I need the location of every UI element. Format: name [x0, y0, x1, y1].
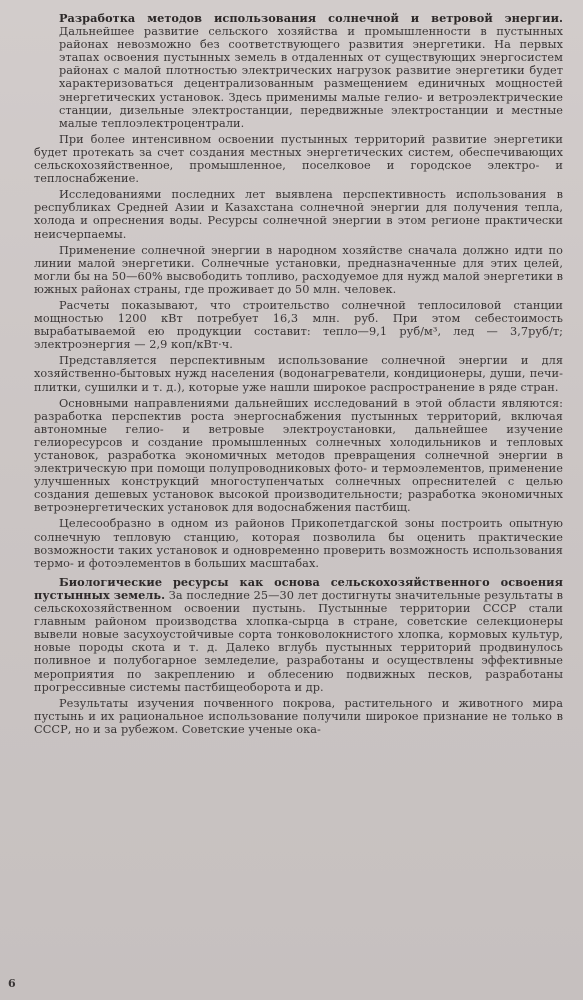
paragraph-1 — [34, 12, 563, 130]
paragraph-7 — [34, 397, 563, 515]
paragraph-9 — [34, 576, 563, 694]
paragraph-text: Исследованиями последних лет выявлена перспективность использования в республиках Средней Азии и Казахстана солнечной энергии для получения тепла, холода и опреснения воды. Ресурсы солнечной энергии в этом регионе практически неисчерпаемы. — [34, 188, 563, 241]
paragraph-text: Результаты изучения почвенного покрова, растительного и животного мира пустынь и их рациональное использование получили широкое признание не только в СССР, но и за рубежом. Советские ученые ока- — [34, 696, 563, 736]
paragraph-5 — [34, 299, 563, 351]
section-heading-biological-resources: Биологические ресурсы как основа сельскохозяйственного освоения пустынных земель. — [34, 574, 563, 602]
paragraph-text: Применение солнечной энергии в народном хозяйстве сначала должно идти по линии малой энергетики. Солнечные установки, предназначенные для этих целей, могли бы на 50—60% высвободить топливо, расходуемое для нужд малой энергетики в южных районах страны, где проживает до 50 млн. человек. — [34, 243, 563, 296]
paragraph-3 — [34, 188, 563, 240]
paragraph-2 — [34, 133, 563, 185]
section-heading-solar-wind: Разработка методов использования солнечной и ветровой энергии. — [59, 11, 563, 25]
paragraph-10 — [34, 697, 563, 736]
paragraph-4 — [34, 244, 563, 296]
paragraph-8 — [34, 517, 563, 569]
page-number: 6 — [8, 976, 16, 990]
paragraph-text: Основными направлениями дальнейших исследований в этой области являются: разработка перспектив роста энергоснабжения пустынных территорий, включая автономные гелио- и ветровые электроустановки, дальнейшее изучение гелиоресурсов и создание промышленных солнечных холодильников и тепловых установок, разработка экономичных методов превращения солнечной энергии в электрическую при помощи полупроводниковых фото- и термоэлементов, применение улучшенных конструкций многоступенчатых солнечных опреснителей с целью создания дешевых установок высокой производительности; разработка экономичных ветроэнергетических установок для водоснабжения пастбищ. — [34, 396, 563, 515]
paragraph-text: Представляется перспективным использование солнечной энергии и для хозяйственно-бытовых нужд населения (водонагреватели, кондиционеры, души, печи-плитки, сушилки и т. д.), которые уже нашли широкое распространение в ряде стран. — [34, 354, 563, 394]
paragraph-text: Расчеты показывают, что строительство солнечной теплосиловой станции мощностью 1200 кВт потребует 16,3 млн. руб. При этом себестоимость вырабатываемой ею продукции составит: тепло—9,1 руб/м³, лед — 3,7руб/т; электроэнергия — 2,9 коп/кВт·ч. — [34, 298, 563, 352]
paragraph-6 — [34, 354, 563, 393]
paragraph-text: Дальнейшее развитие сельского хозяйства и промышленности в пустынных районах невозможно без соответствующего развития энергетики. На первых этапах освоения пустынных земель в отдаленных от существующих энергосистем районах с малой плотностью электрических нагрузок развитие энергетики будет характеризоваться децентрализованным размещением единичных мощностей энергетических установок. Здесь применимы малые гелио- и ветроэлектрические станции, дизельные электростанции, передвижные электростанции и местные малые теплоэлектроцентрали. — [59, 25, 563, 130]
paragraph-text: При более интенсивном освоении пустынных территорий развитие энергетики будет протекать за счет создания местных энергетических систем, обеспечивающих сельскохозяйственное, промышленное, поселковое и городское электро- и теплоснабжение. — [34, 132, 563, 186]
paragraph-text: За последние 25—30 лет достигнуты значительные результаты в сельскохозяйственном освоении пустынь. Пустынные территории СССР стали главным районом производства хлопка-сырца в стране, советские селекционеры вывели новые засухоустойчивые сорта тонковолокнистого хлопка, кормовых культур, новые породы скота и т. д. Далеко вглубь пустынных территорий продвинулось поливное и полубогарное земледелие, разработаны и осуществлены эффективные мероприятия по закреплению и облесению подвижных песков, разработаны прогрессивные системы пастбищеоборота и др. — [34, 588, 564, 694]
paragraph-text: Целесообразно в одном из районов Прикопетдагской зоны построить опытную солнечную тепловую станцию, которая позволила бы оценить практические возможности таких установок и одновременно проверить возможность использования термо- и фотоэлементов в больших масштабах. — [34, 517, 563, 570]
